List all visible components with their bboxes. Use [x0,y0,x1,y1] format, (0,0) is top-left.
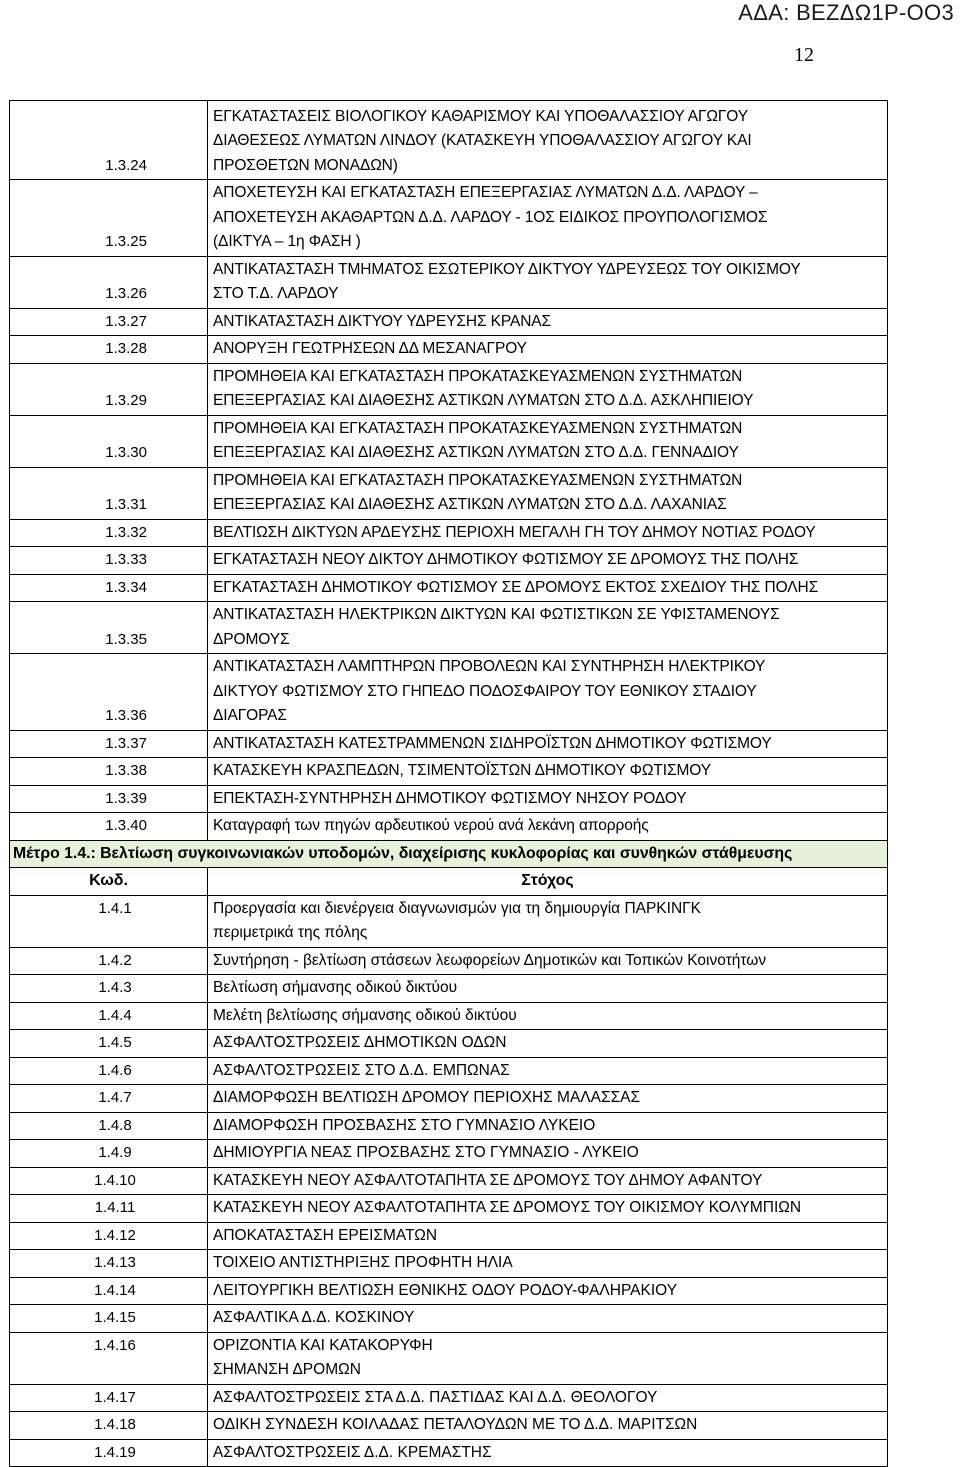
description-line: ΔΙΑΓΟΡΑΣ [213,707,287,724]
row-code: 1.4.9 [10,1140,208,1168]
table-row [10,415,888,467]
row-code: 1.3.32 [10,519,208,547]
description-line: ΑΝΤΙΚΑΤΑΣΤΑΣΗ ΗΛΕΚΤΡΙΚΩΝ ΔΙΚΤΥΩΝ ΚΑΙ ΦΩΤΙΣΤΙΚΩΝ ΣΕ ΥΦΙΣΤΑΜΕΝΟΥΣ [213,606,780,623]
description-line: ΟΡΙΖΟΝΤΙΑ ΚΑΙ ΚΑΤΑΚΟΡΥΦΗ [213,1336,433,1354]
row-code: 1.3.24 [10,101,208,180]
description-line: ΕΠΕΚΤΑΣΗ-ΣΥΝΤΗΡΗΣΗ ΔΗΜΟΤΙΚΟΥ ΦΩΤΙΣΜΟΥ ΝΗΣΟΥ ΡΟΔΟΥ [213,789,687,807]
table-row [10,101,888,180]
row-code: 1.3.33 [10,547,208,575]
row-code: 1.3.28 [10,336,208,364]
description-line: ΑΝΤΙΚΑΤΑΣΤΑΣΗ ΛΑΜΠΤΗΡΩΝ ΠΡΟΒΟΛΕΩΝ ΚΑΙ ΣΥΝΤΗΡΗΣΗ ΗΛΕΚΤΡΙΚΟΥ [213,658,766,675]
row-description [208,654,888,731]
table-row [10,1030,888,1058]
description-line: ΕΠΕΞΕΡΓΑΣΙΑΣ ΚΑΙ ΔΙΑΘΕΣΗΣ ΑΣΤΙΚΩΝ ΛΥΜΑΤΩΝ ΣΤΟ Δ.Δ. ΛΑΧΑΝΙΑΣ [213,496,727,513]
description-line: ΕΠΕΞΕΡΓΑΣΙΑΣ ΚΑΙ ΔΙΑΘΕΣΗΣ ΑΣΤΙΚΩΝ ΛΥΜΑΤΩΝ ΣΤΟ Δ.Δ. ΓΕΝΝΑΔΙΟΥ [213,444,739,461]
row-description [208,1195,888,1223]
table-section-1-3 [10,101,888,841]
table-row [10,730,888,758]
description-line: ΑΣΦΑΛΤΟΣΤΡΩΣΕΙΣ ΣΤΑ Δ.Δ. ΠΑΣΤΙΔΑΣ ΚΑΙ Δ.Δ. ΘΕΟΛΟΓΟΥ [213,1388,658,1406]
table-row [10,1057,888,1085]
row-code: 1.3.25 [10,180,208,257]
table-row [10,1085,888,1113]
table-row [10,467,888,519]
description-line: ΣΤΟ Τ.Δ. ΛΑΡΔΟΥ [213,285,339,302]
column-header-goal: Στόχος [208,868,888,896]
row-code: 1.4.15 [10,1305,208,1333]
description-line: ΠΡΟΜΗΘΕΙΑ ΚΑΙ ΕΓΚΑΤΑΣΤΑΣΗ ΠΡΟΚΑΤΑΣΚΕΥΑΣΜΕΝΩΝ ΣΥΣΤΗΜΑΤΩΝ [213,471,743,489]
row-code: 1.3.35 [10,602,208,654]
row-code: 1.3.34 [10,574,208,602]
description-line: Μελέτη βελτίωσης σήμανσης οδικού δικτύου [213,1006,517,1024]
row-description [208,1030,888,1058]
table-row [10,1332,888,1384]
table-row [10,1002,888,1030]
row-code: 1.4.10 [10,1167,208,1195]
row-code: 1.3.38 [10,758,208,786]
row-description [208,1439,888,1467]
row-description [208,1250,888,1278]
row-description [208,1112,888,1140]
row-description [208,758,888,786]
row-code: 1.4.19 [10,1439,208,1467]
row-code: 1.4.12 [10,1222,208,1250]
row-description [208,1167,888,1195]
row-code: 1.4.6 [10,1057,208,1085]
measure-1-4-header-section [10,840,888,895]
row-code: 1.4.11 [10,1195,208,1223]
table-row [10,602,888,654]
row-code: 1.3.36 [10,654,208,731]
row-description [208,1222,888,1250]
row-description [208,415,888,467]
description-line: ΟΔΙΚΗ ΣΥΝΔΕΣΗ ΚΟΙΛΑΔΑΣ ΠΕΤΑΛΟΥΔΩΝ ΜΕ ΤΟ Δ.Δ. ΜΑΡΙΤΣΩΝ [213,1416,698,1433]
row-description [208,813,888,841]
row-description [208,180,888,257]
row-code: 1.4.7 [10,1085,208,1113]
row-code: 1.4.5 [10,1030,208,1058]
row-description [208,363,888,415]
row-description [208,1412,888,1440]
measures-table [9,100,888,1467]
row-code: 1.4.4 [10,1002,208,1030]
table-row [10,1384,888,1412]
row-description [208,574,888,602]
table-row [10,1140,888,1168]
description-line: ΑΠΟΧΕΤΕΥΣΗ ΚΑΙ ΕΓΚΑΤΑΣΤΑΣΗ ΕΠΕΞΕΡΓΑΣΙΑΣ ΛΥΜΑΤΩΝ Δ.Δ. ΛΑΡΔΟΥ – [213,184,758,201]
row-description [208,1057,888,1085]
row-description [208,895,888,947]
description-line: ΑΝΟΡΥΞΗ ΓΕΩΤΡΗΣΕΩΝ ΔΔ ΜΕΣΑΝΑΓΡΟΥ [213,340,527,357]
row-description [208,785,888,813]
description-line: ΑΠΟΧΕΤΕΥΣΗ ΑΚΑΘΑΡΤΩΝ Δ.Δ. ΛΑΡΔΟΥ - 1ΟΣ ΕΙΔΙΚΟΣ ΠΡΟΥΠΟΛΟΓΙΣΜΟΣ [213,208,768,226]
description-line: ΑΣΦΑΛΤΟΣΤΡΩΣΕΙΣ Δ.Δ. ΚΡΕΜΑΣΤΗΣ [213,1443,492,1461]
row-code: 1.3.37 [10,730,208,758]
table-row [10,336,888,364]
table-row [10,895,888,947]
description-line: ΑΝΤΙΚΑΤΑΣΤΑΣΗ ΤΜΗΜΑΤΟΣ ΕΣΩΤΕΡΙΚΟΥ ΔΙΚΤΥΟΥ ΥΔΡΕΥΣΕΩΣ ΤΟΥ ΟΙΚΙΣΜΟΥ [213,260,801,278]
row-code: 1.3.27 [10,308,208,336]
table-row [10,519,888,547]
table-row [10,654,888,731]
description-line: ΕΓΚΑΤΑΣΤΑΣΗ ΝΕΟΥ ΔΙΚΤΟΥ ΔΗΜΟΤΙΚΟΥ ΦΩΤΙΣΜΟΥ ΣΕ ΔΡΟΜΟΥΣ ΤΗΣ ΠΟΛΗΣ [213,551,799,568]
description-line: ΔΙΚΤΥΟΥ ΦΩΤΙΣΜΟΥ ΣΤΟ ΓΗΠΕΔΟ ΠΟΔΟΣΦΑΙΡΟΥ ΤΟΥ ΕΘΝΙΚΟΥ ΣΤΑΔΙΟΥ [213,682,757,700]
description-line: ΠΡΟΣΘΕΤΩΝ ΜΟΝΑΔΩΝ) [213,156,398,174]
row-code: 1.3.30 [10,415,208,467]
description-line: Προεργασία και διενέργεια διαγνωνισμών για τη δημιουργία ΠΑΡΚΙΝΓΚ [213,899,702,917]
table-row [10,947,888,975]
description-line: ΑΣΦΑΛΤΟΣΤΡΩΣΕΙΣ ΣΤΟ Δ.Δ. ΕΜΠΩΝΑΣ [213,1061,510,1079]
column-header-row [10,868,888,896]
row-description [208,975,888,1003]
row-description [208,730,888,758]
table-row [10,547,888,575]
table-row [10,308,888,336]
row-description [208,1384,888,1412]
table-row [10,574,888,602]
description-line: (ΔΙΚΤΥΑ – 1η ΦΑΣΗ ) [213,233,361,250]
row-description [208,519,888,547]
description-line: ΑΝΤΙΚΑΤΑΣΤΑΣΗ ΔΙΚΤΥΟΥ ΥΔΡΕΥΣΗΣ ΚΡΑΝΑΣ [213,312,552,330]
table-row [10,1412,888,1440]
description-line: ΕΓΚΑΤΑΣΤΑΣΕΙΣ ΒΙΟΛΟΓΙΚΟΥ ΚΑΘΑΡΙΣΜΟΥ ΚΑΙ ΥΠΟΘΑΛΑΣΣΙΟΥ ΑΓΩΓΟΥ [213,107,749,125]
row-description [208,256,888,308]
description-line: ΚΑΤΑΣΚΕΥΗ ΚΡΑΣΠΕΔΩΝ, ΤΣΙΜΕΝΤΟΪΣΤΩΝ ΔΗΜΟΤΙΚΟΥ ΦΩΤΙΣΜΟΥ [213,762,711,779]
description-line: ΑΣΦΑΛΤΟΣΤΡΩΣΕΙΣ ΔΗΜΟΤΙΚΩΝ ΟΔΩΝ [213,1034,507,1051]
description-line: ΚΑΤΑΣΚΕΥΗ ΝΕΟΥ ΑΣΦΑΛΤΟΤΑΠΗΤΑ ΣΕ ΔΡΟΜΟΥΣ ΤΟΥ ΔΗΜΟΥ ΑΦΑΝΤΟΥ [213,1171,763,1189]
table-row [10,256,888,308]
row-code: 1.3.39 [10,785,208,813]
row-code: 1.4.3 [10,975,208,1003]
description-line: ΔΙΑΘΕΣΕΩΣ ΛΥΜΑΤΩΝ ΛΙΝΔΟΥ (ΚΑΤΑΣΚΕΥΗ ΥΠΟΘΑΛΑΣΣΙΟΥ ΑΓΩΓΟΥ ΚΑΙ [213,132,752,149]
row-code: 1.4.16 [10,1332,208,1384]
description-line: ΠΡΟΜΗΘΕΙΑ ΚΑΙ ΕΓΚΑΤΑΣΤΑΣΗ ΠΡΟΚΑΤΑΣΚΕΥΑΣΜΕΝΩΝ ΣΥΣΤΗΜΑΤΩΝ [213,419,743,437]
row-code: 1.4.18 [10,1412,208,1440]
measure-title-row [10,840,888,868]
row-description [208,1140,888,1168]
table-row [10,1112,888,1140]
row-code: 1.4.17 [10,1384,208,1412]
description-line: ΑΝΤΙΚΑΤΑΣΤΑΣΗ ΚΑΤΕΣΤΡΑΜΜΕΝΩΝ ΣΙΔΗΡΟΪΣΤΩΝ ΔΗΜΟΤΙΚΟΥ ΦΩΤΙΣΜΟΥ [213,734,772,752]
description-line: ΔΙΑΜΟΡΦΩΣΗ ΠΡΟΣΒΑΣΗΣ ΣΤΟ ΓΥΜΝΑΣΙΟ ΛΥΚΕΙΟ [213,1116,596,1134]
row-code: 1.4.13 [10,1250,208,1278]
row-code: 1.3.40 [10,813,208,841]
row-description [208,308,888,336]
ada-identifier: ΑΔΑ: ΒΕΖΔΩ1Ρ-ΟΟ3 [738,0,954,25]
table-row [10,363,888,415]
row-code: 1.3.31 [10,467,208,519]
page-number: 12 [794,44,814,66]
row-description [208,336,888,364]
row-description [208,602,888,654]
description-line: Καταγραφή των πηγών αρδευτικού νερού ανά λεκάνη απορροής [213,817,649,834]
description-line: ΣΗΜΑΝΣΗ ΔΡΟΜΩΝ [213,1361,361,1378]
table-row [10,1222,888,1250]
row-code: 1.3.29 [10,363,208,415]
description-line: Βελτίωση σήμανσης οδικού δικτύου [213,979,458,996]
row-description [208,1277,888,1305]
table-row [10,1439,888,1467]
description-line: ΤΟΙΧΕΙΟ ΑΝΤΙΣΤΗΡΙΞΗΣ ΠΡΟΦΗΤΗ ΗΛΙΑ [213,1254,513,1271]
description-line: ΒΕΛΤΙΩΣΗ ΔΙΚΤΥΩΝ ΑΡΔΕΥΣΗΣ ΠΕΡΙΟΧΗ ΜΕΓΑΛΗ ΓΗ ΤΟΥ ΔΗΜΟΥ ΝΟΤΙΑΣ ΡΟΔΟΥ [213,523,816,541]
table-row [10,180,888,257]
row-code: 1.4.2 [10,947,208,975]
description-line: περιμετρικά της πόλης [213,924,368,941]
description-line: ΕΓΚΑΤΑΣΤΑΣΗ ΔΗΜΟΤΙΚΟΥ ΦΩΤΙΣΜΟΥ ΣΕ ΔΡΟΜΟΥΣ ΕΚΤΟΣ ΣΧΕΔΙΟΥ ΤΗΣ ΠΟΛΗΣ [213,578,819,596]
row-code: 1.4.14 [10,1277,208,1305]
row-code: 1.4.8 [10,1112,208,1140]
row-description [208,467,888,519]
table-row [10,785,888,813]
description-line: ΛΕΙΤΟΥΡΓΙΚΗ ΒΕΛΤΙΩΣΗ ΕΘΝΙΚΗΣ ΟΔΟΥ ΡΟΔΟΥ-ΦΑΛΗΡΑΚΙΟΥ [213,1281,678,1299]
description-line: ΚΑΤΑΣΚΕΥΗ ΝΕΟΥ ΑΣΦΑΛΤΟΤΑΠΗΤΑ ΣΕ ΔΡΟΜΟΥΣ ΤΟΥ ΟΙΚΙΣΜΟΥ ΚΟΛΥΜΠΙΩΝ [213,1199,802,1216]
row-code: 1.3.26 [10,256,208,308]
description-line: ΔΡΟΜΟΥΣ [213,630,290,648]
row-description [208,1332,888,1384]
column-header-code: Κωδ. [10,868,208,896]
table-row [10,813,888,841]
description-line: ΔΗΜΙΟΥΡΓΙΑ ΝΕΑΣ ΠΡΟΣΒΑΣΗΣ ΣΤΟ ΓΥΜΝΑΣΙΟ - ΛΥΚΕΙΟ [213,1144,639,1161]
measure-title: Μέτρο 1.4.: Βελτίωση συγκοινωνιακών υποδομών, διαχείρισης κυκλοφορίας και συνθηκών στάθμευσης [10,840,888,868]
table-row [10,758,888,786]
table-row [10,1277,888,1305]
description-line: ΔΙΑΜΟΡΦΩΣΗ ΒΕΛΤΙΩΣΗ ΔΡΟΜΟΥ ΠΕΡΙΟΧΗΣ ΜΑΛΑΣΣΑΣ [213,1089,641,1106]
table-row [10,1250,888,1278]
description-line: ΑΠΟΚΑΤΑΣΤΑΣΗ ΕΡΕΙΣΜΑΤΩΝ [213,1226,438,1244]
table-row [10,1167,888,1195]
table-row [10,1305,888,1333]
row-description [208,1002,888,1030]
row-description [208,947,888,975]
row-description [208,101,888,180]
description-line: Συντήρηση - βελτίωση στάσεων λεωφορείων Δημοτικών και Τοπικών Κοινοτήτων [213,951,767,969]
row-description [208,1305,888,1333]
row-description [208,547,888,575]
row-description [208,1085,888,1113]
table-row [10,975,888,1003]
table-row [10,1195,888,1223]
table-section-1-4 [10,895,888,1467]
description-line: ΑΣΦΑΛΤΙΚΑ Δ.Δ. ΚΟΣΚΙΝΟΥ [213,1309,415,1326]
row-code: 1.4.1 [10,895,208,947]
description-line: ΕΠΕΞΕΡΓΑΣΙΑΣ ΚΑΙ ΔΙΑΘΕΣΗΣ ΑΣΤΙΚΩΝ ΛΥΜΑΤΩΝ ΣΤΟ Δ.Δ. ΑΣΚΛΗΠΙΕΙΟΥ [213,392,754,409]
description-line: ΠΡΟΜΗΘΕΙΑ ΚΑΙ ΕΓΚΑΤΑΣΤΑΣΗ ΠΡΟΚΑΤΑΣΚΕΥΑΣΜΕΝΩΝ ΣΥΣΤΗΜΑΤΩΝ [213,367,743,385]
